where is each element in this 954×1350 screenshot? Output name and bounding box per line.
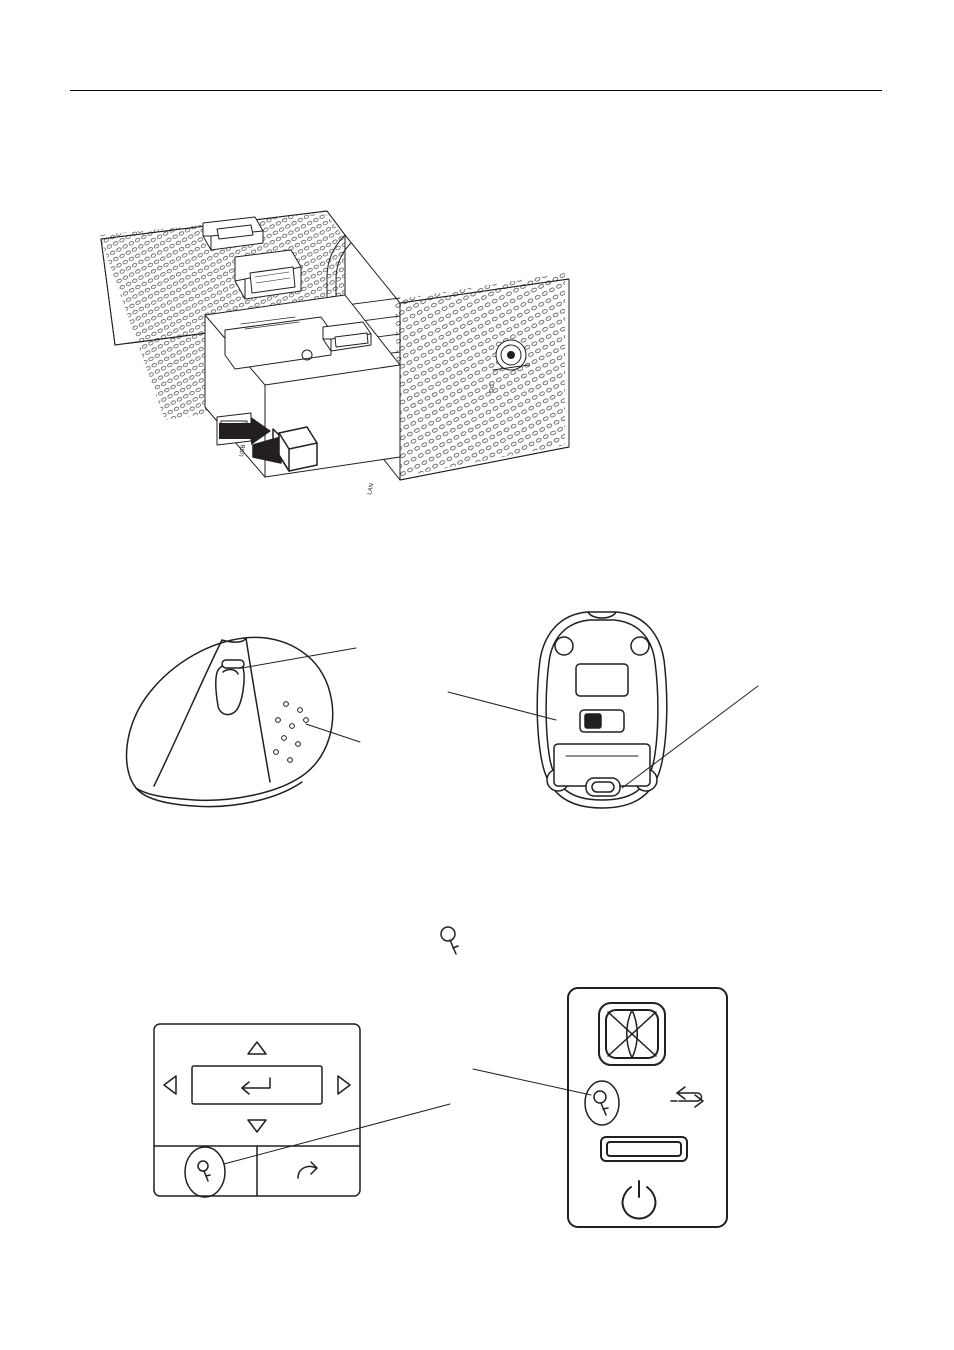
figure-mouse-bottom-view [440, 600, 780, 830]
header-rule [70, 90, 882, 91]
svg-text:LAN: LAN [367, 482, 376, 496]
svg-text:DC: DC [489, 383, 497, 394]
figure-device-front-panel [565, 985, 730, 1230]
figure-navigation-keypad [150, 1020, 365, 1200]
figure-mouse-top-view [110, 600, 380, 830]
svg-text:USB: USB [239, 444, 248, 458]
figure-pairing-key-icon [432, 920, 472, 965]
figure-usb-receiver-insertion [95, 195, 595, 505]
